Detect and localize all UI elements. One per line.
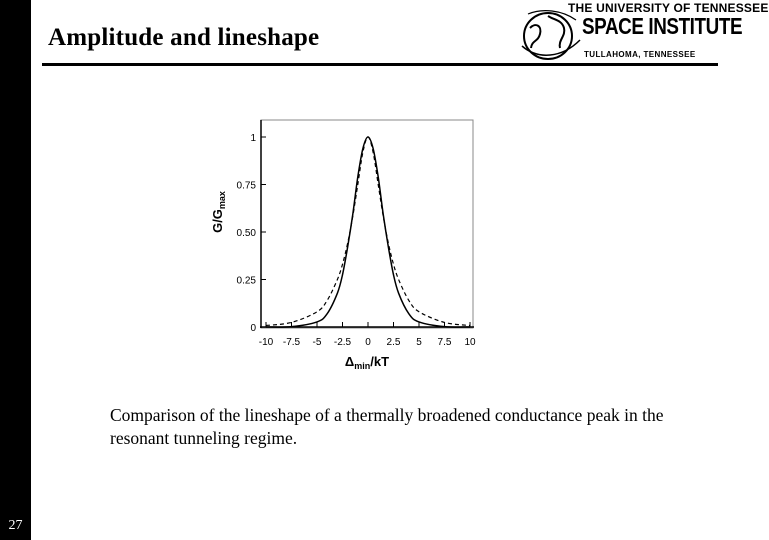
series-dashed-line (266, 137, 470, 326)
logo-institute-text: SPACE INSTITUTE (582, 13, 743, 39)
x-tick-label: 5 (416, 337, 422, 348)
y-tick-label: 0.75 (236, 180, 256, 192)
x-tick-label: 10 (464, 337, 476, 348)
x-tick-label: 2.5 (386, 337, 401, 348)
tick-group (237, 133, 476, 348)
x-axis-label: $\Delta_{min}/kT$ (344, 354, 390, 371)
figure-caption: Comparison of the lineshape of a thermally broadened conductance peak in the resonant tunneling regime. (110, 405, 664, 448)
plot-frame (261, 120, 473, 328)
y-axis-label: $G/G_{max}$ (210, 191, 227, 233)
x-tick-label: -7.5 (282, 337, 301, 348)
logo-location-text: TULLAHOMA, TENNESSEE (584, 50, 696, 59)
series-solid-line (266, 137, 470, 327)
y-tick-label: 0.25 (236, 275, 256, 287)
slide-title: Amplitude and lineshape (48, 24, 320, 51)
x-tick-label: 7.5 (437, 337, 452, 348)
series-group (266, 137, 470, 327)
x-tick-label: -10 (258, 337, 274, 348)
logo-university-text: THE UNIVERSITY OF TENNESSEE (568, 1, 769, 15)
x-tick-label: -2.5 (333, 337, 352, 348)
slide-number: 27 (8, 518, 23, 533)
x-tick-label: 0 (365, 337, 371, 348)
y-tick-label: 0.50 (236, 228, 256, 239)
y-tick-label: 1 (250, 133, 256, 144)
y-tick-label: 0 (250, 323, 256, 334)
x-tick-label: -5 (312, 337, 322, 348)
university-logo (516, 0, 769, 64)
slide-sidebar (0, 0, 31, 540)
lineshape-chart (200, 108, 500, 378)
